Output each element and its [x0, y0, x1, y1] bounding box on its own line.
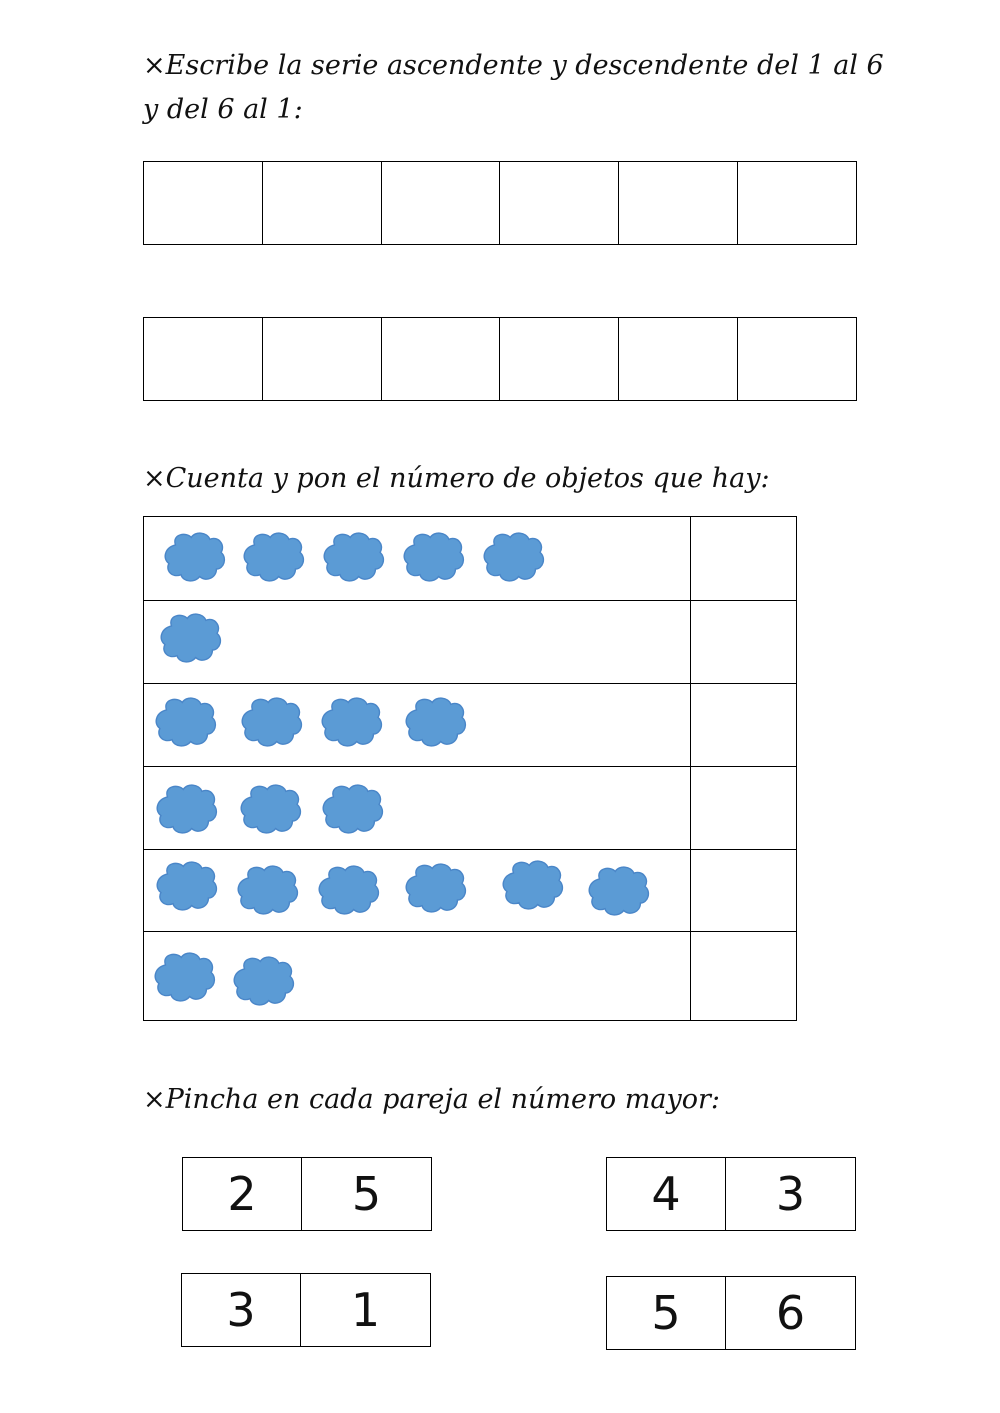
- count-table: [143, 516, 797, 1021]
- cloud-icon: [586, 864, 652, 918]
- pair-number-option[interactable]: 5: [607, 1277, 726, 1349]
- cloud-icon: [162, 530, 228, 584]
- cloud-icon: [153, 695, 219, 749]
- number-pair: [606, 1157, 856, 1231]
- count-row: [144, 766, 796, 849]
- cloud-icon: [154, 859, 220, 913]
- series-input-cell[interactable]: [737, 162, 856, 244]
- pair-number-option[interactable]: 1: [301, 1274, 430, 1346]
- count-answer-cell[interactable]: [690, 850, 796, 931]
- count-answer-cell[interactable]: [690, 517, 796, 600]
- pair-number-option[interactable]: 5: [302, 1158, 431, 1230]
- count-row: [144, 600, 796, 683]
- cloud-icon: [403, 695, 469, 749]
- serie-title-line1: ×Escribe la serie ascendente y descendente del 1 al 6: [143, 50, 884, 81]
- ascending-series-row: [143, 161, 857, 245]
- series-input-cell[interactable]: [618, 162, 737, 244]
- cloud-icon: [316, 863, 382, 917]
- cloud-icon: [231, 954, 297, 1008]
- cloud-icon: [319, 695, 385, 749]
- compare-title: ×Pincha en cada pareja el número mayor:: [143, 1084, 720, 1115]
- cloud-icon: [500, 858, 566, 912]
- series-input-cell[interactable]: [381, 318, 500, 400]
- count-row: [144, 683, 796, 766]
- cloud-icon: [235, 863, 301, 917]
- series-input-cell[interactable]: [499, 318, 618, 400]
- cloud-icon: [403, 861, 469, 915]
- pair-number-option[interactable]: 4: [607, 1158, 726, 1230]
- series-input-cell[interactable]: [262, 318, 381, 400]
- count-answer-cell[interactable]: [690, 932, 796, 1020]
- pair-number-option[interactable]: 3: [182, 1274, 301, 1346]
- cloud-icon: [239, 695, 305, 749]
- series-input-cell[interactable]: [144, 162, 262, 244]
- cloud-icon: [321, 530, 387, 584]
- number-pair: [182, 1157, 432, 1231]
- series-input-cell[interactable]: [618, 318, 737, 400]
- series-input-cell[interactable]: [262, 162, 381, 244]
- count-answer-cell[interactable]: [690, 601, 796, 683]
- cloud-icon: [241, 530, 307, 584]
- pair-number-option[interactable]: 3: [726, 1158, 855, 1230]
- cloud-icon: [401, 530, 467, 584]
- serie-title-line2: y del 6 al 1:: [143, 94, 303, 125]
- cloud-icon: [154, 782, 220, 836]
- count-row: [144, 517, 796, 600]
- descending-series-row: [143, 317, 857, 401]
- pair-number-option[interactable]: 2: [183, 1158, 302, 1230]
- count-row: [144, 931, 796, 1020]
- series-input-cell[interactable]: [737, 318, 856, 400]
- count-answer-cell[interactable]: [690, 684, 796, 766]
- series-input-cell[interactable]: [381, 162, 500, 244]
- series-input-cell[interactable]: [144, 318, 262, 400]
- cloud-icon: [152, 950, 218, 1004]
- pair-number-option[interactable]: 6: [726, 1277, 855, 1349]
- cloud-icon: [238, 782, 304, 836]
- number-pair: [181, 1273, 431, 1347]
- number-pair: [606, 1276, 856, 1350]
- cloud-icon: [158, 611, 224, 665]
- count-answer-cell[interactable]: [690, 767, 796, 849]
- count-title: ×Cuenta y pon el número de objetos que hay:: [143, 463, 770, 494]
- series-input-cell[interactable]: [499, 162, 618, 244]
- cloud-icon: [320, 782, 386, 836]
- count-row: [144, 849, 796, 931]
- cloud-icon: [481, 530, 547, 584]
